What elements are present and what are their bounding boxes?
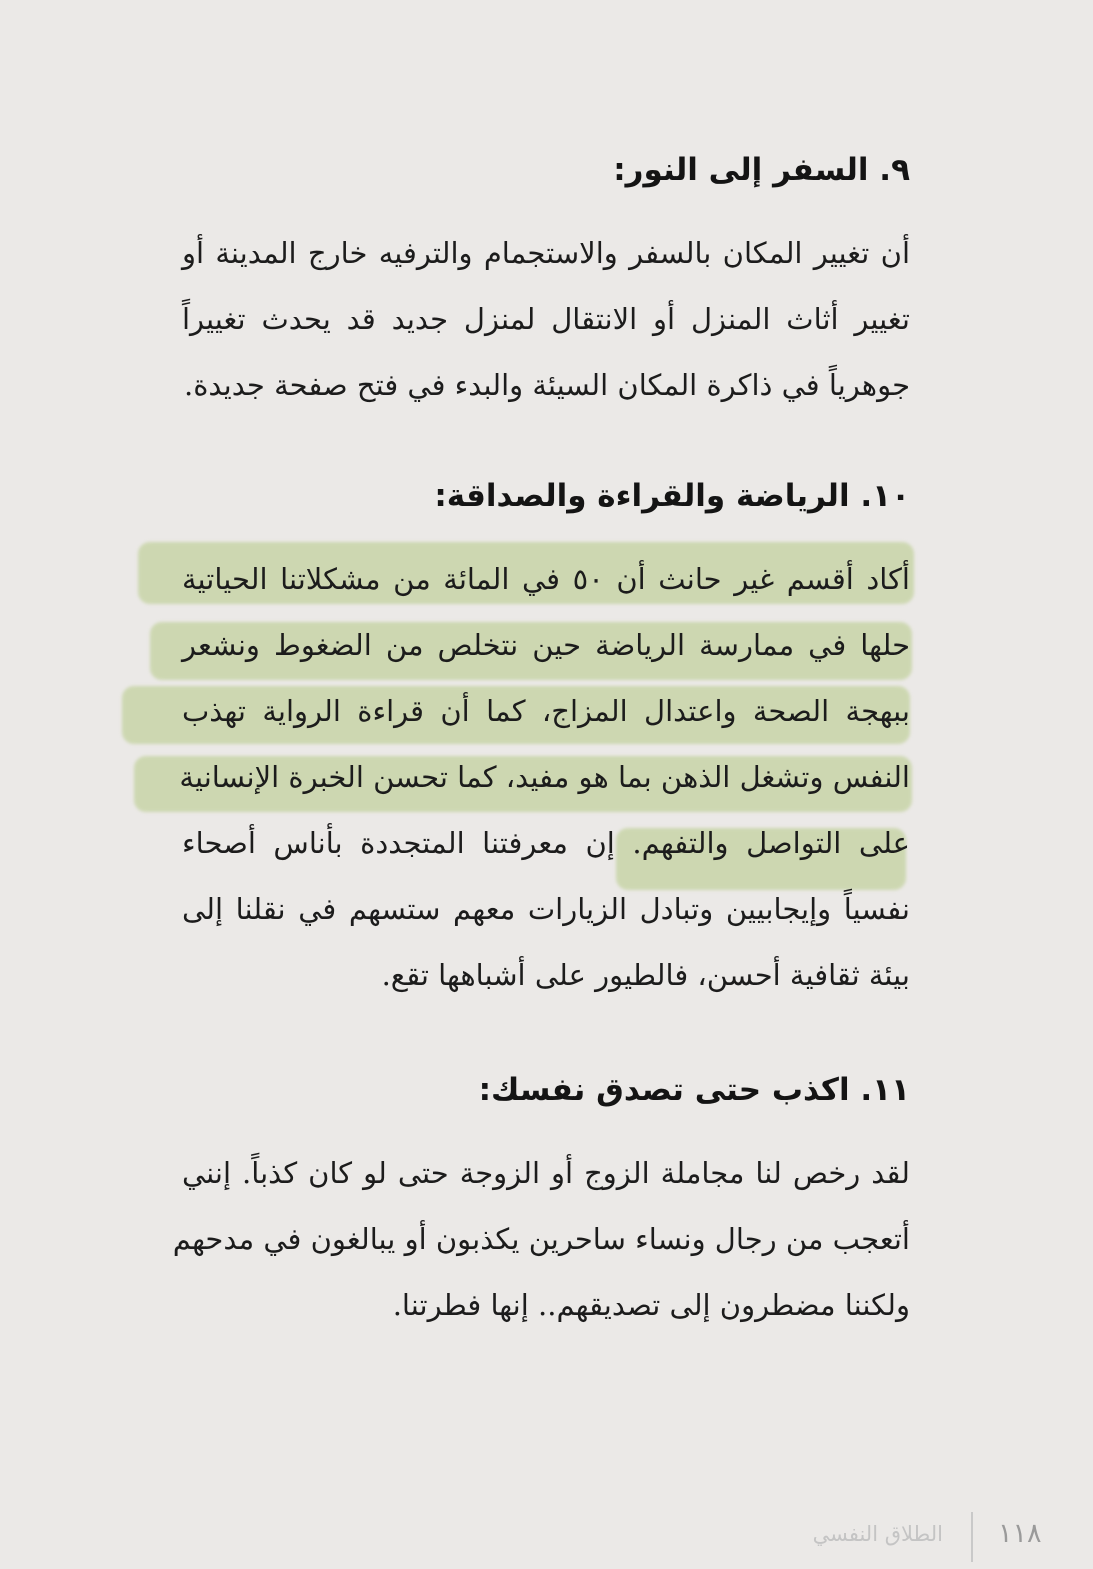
paragraph-line: ببهجة الصحة واعتدال المزاج، كما أن قراءة الرواية تهذب (182, 694, 910, 728)
paragraph-line: أتعجب من رجال ونساء ساحرين يكذبون أو يبالغون في مدحهم (172, 1222, 910, 1256)
paragraph-line: لقد رخص لنا مجاملة الزوج أو الزوجة حتى لو كان كذباً. إنني (182, 1156, 910, 1190)
paragraph-line: نفسياً وإيجابيين وتبادل الزيارات معهم ستسهم في نقلنا إلى (182, 892, 910, 926)
section-body-11 (172, 1140, 910, 1338)
paragraph-line: حلها في ممارسة الرياضة حين نتخلص من الضغوط ونشعر (182, 628, 910, 662)
paragraph-line: ولكننا مضطرون إلى تصديقهم.. إنها فطرتنا. (392, 1288, 910, 1322)
paragraph-line: جوهرياً في ذاكرة المكان السيئة والبدء في فتح صفحة جديدة. (184, 368, 910, 402)
paragraph-line: بيئة ثقافية أحسن، فالطيور على أشباهها تقع. (381, 958, 910, 992)
running-title: الطلاق النفسي (812, 1522, 943, 1546)
section-heading-9: ٩. السفر إلى النور: (613, 152, 910, 188)
section-heading-10: ١٠. الرياضة والقراءة والصداقة: (434, 478, 910, 514)
section-body-9 (182, 220, 910, 418)
paragraph-line: النفس وتشغل الذهن بما هو مفيد، كما تحسن الخبرة الإنسانية (179, 760, 910, 794)
page-number: ١١٨ (998, 1518, 1042, 1549)
page-footer (0, 1512, 1093, 1562)
paragraph-line: أكاد أقسم غير حانث أن ٥٠ في المائة من مشكلاتنا الحياتية (182, 562, 910, 596)
paragraph-line: أن تغيير المكان بالسفر والاستجمام والترفيه خارج المدينة أو (182, 236, 910, 270)
paragraph-line: على التواصل والتفهم. إن معرفتنا المتجددة بأناس أصحاء (182, 826, 910, 860)
paragraph-line: تغيير أثاث المنزل أو الانتقال لمنزل جديد قد يحدث تغييراً (182, 302, 910, 336)
footer-divider (971, 1512, 973, 1562)
section-heading-11: ١١. اكذب حتى تصدق نفسك: (478, 1072, 910, 1108)
section-body-10 (179, 546, 910, 1008)
